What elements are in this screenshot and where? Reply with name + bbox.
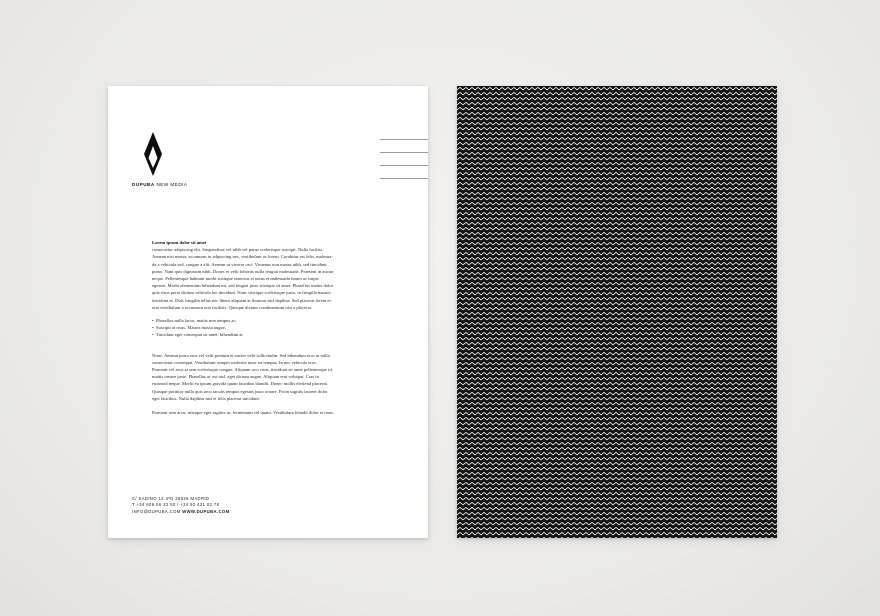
rule-line bbox=[380, 140, 428, 153]
paragraph-line: quis risus porta dictum vehicula leo tincidunt. Nunc tristique scelerisque justo, in fringilla mauris bbox=[152, 290, 331, 296]
paragraph-line: Praesent vel arcu at sem scelerisque congue. Aliquam orci risus, tincidunt sit amet pellentesque id, bbox=[152, 367, 333, 373]
paragraph-line: egestas. Morbi elementum bibendum mi, sed feugiat justo tristique sit amet. Phasellus mattis dolor bbox=[152, 283, 334, 289]
bullet-item: • Suscipit at risus. Mauris massa augue, bbox=[152, 324, 378, 331]
paragraph-line: euismod neque. Morbi eu ipsum gravida quam faucibus blandit. Donec mollis eleifend placerat. bbox=[152, 381, 328, 387]
letter-heading: Lorem ipsum dolor sit amet bbox=[152, 240, 207, 245]
brand-wordmark bbox=[132, 182, 187, 187]
bullet-item: • Tincidunt eget consequat sit amet, bibendum at bbox=[152, 331, 378, 338]
footer-phones: T +34 606 06 33 50 / +34 92 421 02 78 bbox=[132, 502, 220, 508]
footer-address: C/ SADINO 12 4ºD 28025 MADRID bbox=[132, 496, 210, 501]
paragraph-line: Nunc. Aenean porta eros vel velit pretium et auctor velit sollicitudin. Sed bibendum eros ut nulla bbox=[152, 352, 330, 358]
paragraph-line: mattis ornare justo. Phasellus ac est nisl, eget dictum augue. Aliquam erat volutpat. Cras in bbox=[152, 374, 319, 380]
bullet-item: • Phasellus nulla lacus, mattis non tempus ac, bbox=[152, 317, 378, 324]
footer-contact bbox=[132, 509, 229, 515]
zigzag-pattern bbox=[457, 86, 777, 538]
pattern-sheet bbox=[457, 86, 777, 538]
footer-email: INFO@DUPUBA.COM bbox=[132, 508, 181, 514]
paragraph-line: eget faucibus. Nulla dapibus nisl et felis placerat tincidunt. bbox=[152, 395, 260, 401]
paragraph-line: consectetur adipiscing elit. Suspendisse vel nibh vel purus scelerisque suscipit. Nulla facilisi. bbox=[152, 247, 323, 253]
paragraph-line: tincidunt et. Duis fringilla tellus nec libero aliquam at rhoncus nisl dapibus. Sed placerat lorem et bbox=[152, 297, 331, 303]
letterhead-footer bbox=[132, 496, 229, 515]
letterhead-sheet bbox=[108, 86, 428, 538]
paragraph-line: Quisque porttitor nulla quis arcu iaculis tempus egestas justo ornare. Proin sagittis laoreet dolor bbox=[152, 388, 328, 394]
paragraph-line: consectetur consequat. Vestibulum semper molestie nunc eu tempus. In nec vehicula eros. bbox=[152, 359, 317, 365]
rule-line bbox=[380, 166, 428, 179]
rule-line bbox=[380, 153, 428, 166]
paragraph-line: Praesent sem arcu, tristique eget sagittis ut, fermentum vel quam. Vestibulum blandit dolor et risus. bbox=[152, 410, 335, 416]
paragraph-line: Aenean nisi massa, accumsan in adipiscing nec, vestibulum ac lorem. Curabitur est felis, malesua- bbox=[152, 254, 333, 260]
paragraph-line: neque. Pellentesque habitant morbi tristique senectus et netus et malesuada fames ac turpis bbox=[152, 276, 319, 282]
bullet-list bbox=[152, 317, 378, 339]
address-rules bbox=[380, 139, 428, 179]
paragraph-line: da a vehicula sed, congue a elit. Aenean ut viverra orci. Vivamus non massa nibh, sed tincidunt bbox=[152, 261, 327, 267]
paragraph-line: erat vestibulum a accumsan erat facilisis. Quisque dictum condimentum nisi a placerat. bbox=[152, 304, 313, 310]
footer-website: WWW.DUPUBA.COM bbox=[182, 508, 230, 514]
brand-tagline: NEW MEDIA bbox=[156, 182, 188, 187]
paragraph-line: purus. Nam quis dignissim nibh. Donec et velit lobortis nulla feugiat malesuada. Praesent in auctor bbox=[152, 268, 334, 274]
diamond-logo-icon bbox=[144, 132, 162, 176]
letter-body bbox=[152, 239, 378, 416]
brand-name: DUPUBA bbox=[132, 182, 155, 187]
